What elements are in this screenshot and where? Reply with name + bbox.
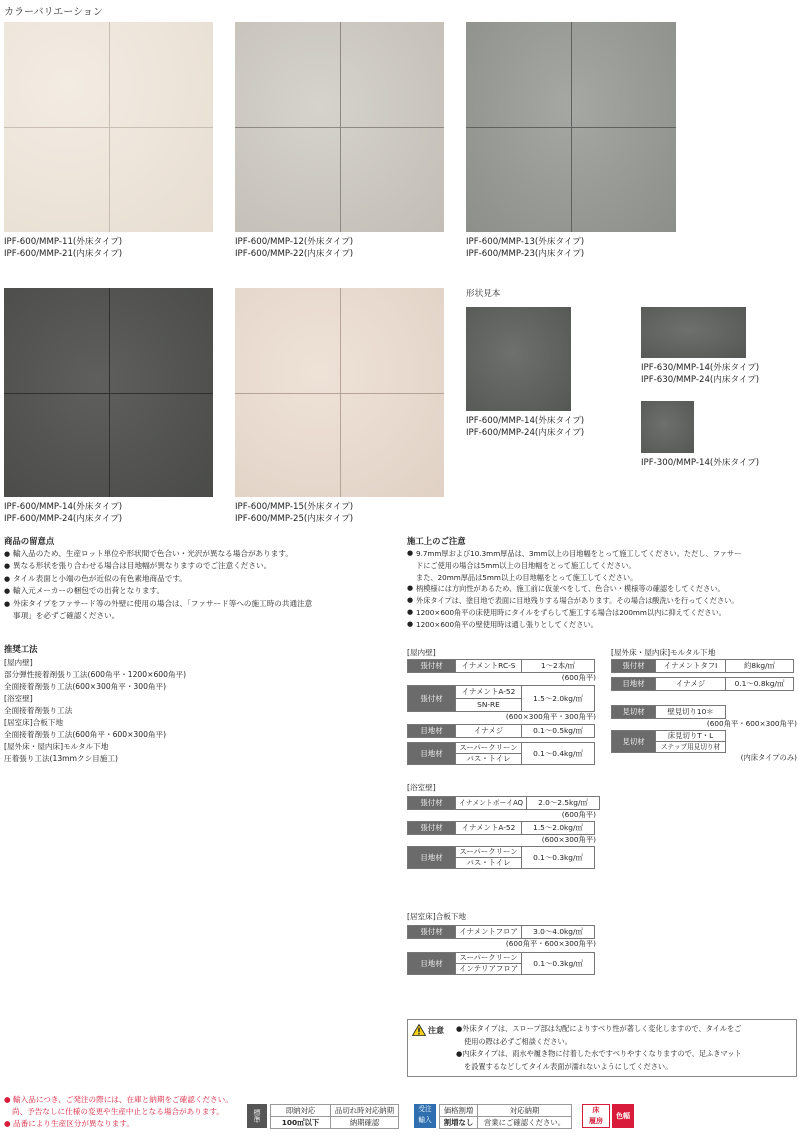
spec-table: 目地材 スーパークリーン 0.1～0.4kg/㎡ バス・トイレ: [407, 742, 595, 765]
spec-table: 張付材 イナメントフロア 3.0～4.0kg/㎡: [407, 925, 595, 939]
order-table: 価格割増 対応納期 割増なし 営業にご確認ください。: [439, 1104, 572, 1129]
variation-caption: IPF-600/MMP-11(外床タイプ) IPF-600/MMP-21(内床タイプ): [4, 237, 123, 259]
spec-table: 目地材 イナメジ 0.1～0.8kg/㎡: [611, 677, 794, 691]
spec-indoor-wall: [屋内壁] 張付材 イナメントRC-S 1～2本/㎡ (600角平) 張付材 イナメントA-52 1.5～2.0kg/㎡ SN-RE (600×300角平・300角平) 目地材 イナメジ 0.1～0.5kg/㎡ 目地材 スーパークリーン 0.1～0.4kg/㎡ バス・トイレ: [407, 648, 596, 763]
shape-caption: IPF-600/MMP-14(外床タイプ) IPF-600/MMP-24(内床タイプ): [466, 416, 585, 438]
variation-caption: IPF-600/MMP-15(外床タイプ) IPF-600/MMP-25(内床タイプ): [235, 502, 354, 524]
tile-swatch-mmp-12: [235, 22, 444, 232]
note-item: ● 9.7mm厚および10.3mm厚品は、3mm以上の目地幅をとって施工してください。ただし、ファサー: [407, 548, 795, 560]
shapes-title: 形状見本: [466, 289, 501, 299]
page-title: カラーバリエーション: [4, 7, 103, 18]
floor-badge: 床 履房: [582, 1104, 610, 1128]
note-item: ● 輸入元メーカーの梱包での出荷となります。: [4, 585, 399, 597]
note-item-cont: また、20mm厚品は5mm以上の目地幅をとって施工してください。: [416, 572, 638, 582]
methods-title: 推奨工法: [4, 644, 38, 654]
variation-caption: IPF-600/MMP-12(外床タイプ) IPF-600/MMP-22(内床タイプ): [235, 237, 354, 259]
spec-mortar: [屋外床・屋内床]モルタル下地 張付材 イナメントタフI 約8kg/㎡ 目地材 イナメジ 0.1～0.8kg/㎡ 見切材 壁見切り10＊ (600角平・600×300角平) 見切材 床見切りT・L ステップ用見切り材 (内床タイプのみ): [611, 648, 797, 762]
note-item: ● 輸入品のため、生産ロット単位や形状間で色合い・光沢が異なる場合があります。: [4, 548, 399, 560]
method-line: 圧着張り工法(13mmクシ目施工): [4, 754, 118, 763]
method-line: 全面接着剤張り工法(600角平・600×300角平): [4, 730, 167, 739]
spec-table: 見切材 壁見切り10＊: [611, 705, 726, 719]
method-line: [居室床]合板下地: [4, 718, 64, 727]
spec-table: 目地材 イナメジ 0.1～0.5kg/㎡: [407, 724, 595, 738]
spec-table: 張付材 イナメントタフI 約8kg/㎡: [611, 659, 794, 673]
note-item: ● 外床タイプは、塗目地で表面に目地残りする場合があります。その場合は酸洗いを行ってください。: [407, 595, 795, 607]
note-item: ● 1200×600角平の床使用時にタイルをずらして施工する場合は200mm以内に抑えてください。: [407, 607, 795, 619]
note-item: ● 異なる形状を張り合わせる場合は目地幅が異なりますのでご注意ください。: [4, 560, 399, 572]
tile-swatch-mmp-14: [4, 288, 213, 497]
spec-group-title: [屋内壁]: [407, 648, 436, 657]
spec-table: 張付材 イナメントRC-S 1～2本/㎡: [407, 659, 595, 673]
note-item: ● 柄模様には方向性があるため、施工前に仮並べをして、色合い・模様等の確認をしてください。: [407, 583, 795, 595]
spec-table: 張付材 イナメントA-52 1.5～2.0kg/㎡ SN-RE: [407, 685, 595, 712]
tile-swatch-mmp-15: [235, 288, 444, 497]
shape-sample-600: [466, 307, 571, 411]
method-line: 全面接着剤張り工法(600×300角平・300角平): [4, 682, 167, 691]
method-line: 部分弾性接着剤張り工法(600角平・1200×600角平): [4, 670, 187, 679]
tile-swatch-mmp-13: [466, 22, 676, 232]
note-item: ● 外床タイプをファサード等の外壁に使用の場合は、「ファサード等への施工時の共通注意: [4, 598, 399, 610]
tile-swatch-mmp-11: [4, 22, 213, 232]
spec-bath-wall: [浴室壁] 張付材 イナメントボーイAQ 2.0～2.5kg/㎡ (600角平) 張付材 イナメントA-52 1.5～2.0kg/㎡ (600×300角平) 目地材 スーパークリーン 0.1～0.3kg/㎡ バス・トイレ: [407, 782, 600, 869]
note-item: ● 1200×600角平の壁使用時は通し張りとしてください。: [407, 619, 795, 631]
footer-notes: ● 輸入品につき、ご発注の際には、在庫と納期をご確認ください。 尚、予告なしに仕様の変更や生産中止となる場合があります。 ● 品番により生産区分が異なります。: [4, 1095, 233, 1128]
caution-label: 注意: [412, 1024, 444, 1036]
methods: [4, 643, 186, 765]
spec-group-title: [浴室壁]: [407, 783, 436, 792]
order-import-badge: 受注 輸入: [414, 1104, 436, 1128]
method-line: [屋内壁]: [4, 658, 33, 667]
shape-sample-630: [641, 307, 746, 358]
standard-badge: 標準: [247, 1104, 267, 1128]
warning-icon: [412, 1024, 426, 1036]
spec-room-floor: [居室床]合板下地 張付材 イナメントフロア 3.0～4.0kg/㎡ (600角平・600×300角平) 目地材 スーパークリーン 0.1～0.3kg/㎡ インテリアフロア: [407, 912, 596, 973]
method-line: [屋外床・屋内床]モルタル下地: [4, 742, 109, 751]
construction-notes: [407, 535, 795, 631]
variation-caption: IPF-600/MMP-14(外床タイプ) IPF-600/MMP-24(内床タイプ): [4, 502, 123, 524]
method-line: [浴室壁]: [4, 694, 33, 703]
note-item-cont: 事項」を必ずご確認ください。: [13, 611, 120, 621]
note-item: ● タイル表面と小端の色が近似の有色素地商品です。: [4, 573, 399, 585]
spec-table: 見切材 床見切りT・L ステップ用見切り材: [611, 730, 726, 753]
caution-box: [407, 1019, 797, 1077]
spec-table: 張付材 イナメントA-52 1.5～2.0kg/㎡: [407, 821, 595, 835]
variation-caption: IPF-600/MMP-13(外床タイプ) IPF-600/MMP-23(内床タイプ): [466, 237, 585, 259]
product-notes: [4, 535, 399, 622]
product-notes-title: 商品の留意点: [4, 536, 55, 546]
spec-table: 張付材 イナメントボーイAQ 2.0～2.5kg/㎡: [407, 796, 600, 810]
caution-text: ●外床タイプは、スロープ部は勾配によりすべり性が著しく変化しますので、タイルをご 使用の際は必ずご相談ください。 ●内床タイプは、雨水や履き物に付着した水ですべりやすくなりますので、足ふきマット を設置するなどしてタイル表面が濡れないようにしてください。: [456, 1024, 742, 1071]
spec-table: 目地材 スーパークリーン 0.1～0.3kg/㎡ インテリアフロア: [407, 952, 595, 975]
shape-caption: IPF-300/MMP-14(外床タイプ): [641, 458, 760, 468]
method-line: 全面接着剤張り工法: [4, 706, 73, 715]
note-item-cont: ドにご使用の場合は5mm以上の目地幅をとって施工してください。: [416, 560, 636, 570]
spec-table: 目地材 スーパークリーン 0.1～0.3kg/㎡ バス・トイレ: [407, 846, 595, 869]
color-range-badge: 色幅: [612, 1104, 634, 1128]
spec-group-title: [屋外床・屋内床]モルタル下地: [611, 648, 716, 657]
construction-title: 施工上のご注意: [407, 536, 466, 546]
spec-group-title: [居室床]合板下地: [407, 912, 467, 921]
standard-table: 即納対応 品切れ時対応納期 100㎡以下 納期確認: [270, 1104, 399, 1129]
shape-caption: IPF-630/MMP-14(外床タイプ) IPF-630/MMP-24(内床タイプ): [641, 363, 760, 385]
shape-sample-300: [641, 401, 694, 453]
